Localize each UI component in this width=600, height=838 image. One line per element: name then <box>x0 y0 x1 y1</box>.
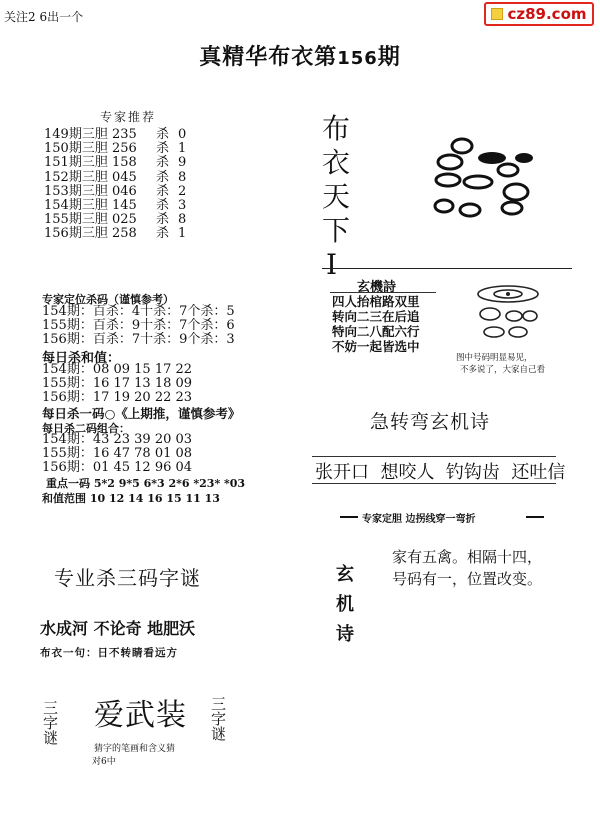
expert-row-period: 153期三胆 <box>44 183 108 199</box>
xuanji-vertical-char: 诗 <box>336 624 354 645</box>
poem-rule-bottom <box>312 483 556 484</box>
page-title: 真精华布衣第156期 <box>199 44 401 70</box>
xuanji-line: 四人抬棺路双里 <box>332 294 420 309</box>
expert-row-period: 149期三胆 <box>44 127 108 142</box>
badge-text: cz89.com <box>507 5 587 23</box>
expert-row-period: 156期三胆 <box>44 226 108 242</box>
xuanji-vertical-char: 玄 <box>336 564 354 585</box>
xuanji-line: 不妨一起皆选中 <box>332 339 420 354</box>
riddle-line: 水成河 不论奇 地肥沃 <box>40 619 196 638</box>
site-badge[interactable] <box>484 2 594 26</box>
sum-range: 和值范围 10 12 14 16 15 11 13 <box>42 492 220 505</box>
expert-row-kill-label: 杀 <box>156 127 170 142</box>
daily-one-code: 每日杀一码○《上期推，谨慎参考》 <box>42 406 241 421</box>
xuanji-vertical-char: 机 <box>336 594 354 615</box>
daily-sum-list <box>42 363 192 406</box>
family-text <box>392 546 542 590</box>
buyi-sentence: 布衣一句：日不转睛看远方 <box>40 647 178 659</box>
expert-row <box>44 156 192 170</box>
expert-row <box>44 213 192 227</box>
buyi-vertical <box>322 112 350 282</box>
buyi-char: 衣 <box>322 146 351 179</box>
top-note: 关注2 6出一个 <box>4 10 84 24</box>
expert-row-nums: 145 <box>112 198 137 214</box>
expert-row-kill-label: 杀 <box>156 155 170 171</box>
expert-row-kill: 1 <box>178 141 187 157</box>
expert-row-period: 155期三胆 <box>44 212 108 228</box>
position-kill-list <box>42 305 235 348</box>
rings-picture <box>420 130 550 230</box>
pic-caption-line: 图中号码明显易见， <box>456 353 533 363</box>
expert-row-period: 152期三胆 <box>44 169 108 185</box>
daily-two-row: 154期：43 23 39 20 03 <box>42 432 193 447</box>
divider-top <box>322 268 572 269</box>
expert-row <box>44 171 192 185</box>
xuanji-line: 转向二三在后追 <box>332 309 420 324</box>
expert-row-kill: 1 <box>178 226 187 242</box>
coins-picture <box>468 280 548 344</box>
buyi-char: 布 <box>322 112 351 145</box>
daily-two-row: 156期：01 45 12 96 04 <box>42 460 193 476</box>
buyi-char: 下 <box>322 214 351 247</box>
expert-row-kill-label: 杀 <box>156 183 170 199</box>
poem-title: 急转弯玄机诗 <box>370 411 491 433</box>
expert-row <box>44 199 192 213</box>
family-line: 号码有一，位置改变。 <box>392 570 543 588</box>
dash-left <box>340 516 358 518</box>
xuanji-lines <box>332 294 420 354</box>
dash-right <box>526 516 544 518</box>
badge-square-icon <box>491 8 503 20</box>
expert-row-nums: 025 <box>112 212 137 228</box>
center-note-1: 猜字的笔画和含义猜 <box>94 744 176 754</box>
expert-row-kill: 9 <box>178 155 187 171</box>
position-kill-row: 154期：百杀：4十杀：7个杀：5 <box>42 304 235 319</box>
buyi-char: 天 <box>322 180 351 213</box>
poem-rule-top <box>312 456 556 457</box>
expert-row-nums: 258 <box>112 226 137 242</box>
expert-row-kill: 8 <box>178 212 187 228</box>
expert-row-kill: 0 <box>178 127 187 142</box>
expert-row <box>44 227 192 241</box>
pic-caption <box>456 352 545 376</box>
expert-row-kill-label: 杀 <box>156 226 170 242</box>
daily-sum-row: 154期：08 09 15 17 22 <box>42 362 193 377</box>
pic-caption-line: 不多说了，大家自己看 <box>460 365 546 375</box>
expert-row-period: 150期三胆 <box>44 141 108 157</box>
three-riddle-right: 三字谜 <box>209 696 227 741</box>
xuanji-vertical <box>336 560 354 650</box>
xuanji-line: 特向二八配六行 <box>332 324 420 339</box>
expert-row-kill-label: 杀 <box>156 212 170 228</box>
expert-list <box>44 128 192 242</box>
position-kill-row: 155期：百杀：9十杀：7个杀：6 <box>42 318 235 334</box>
position-kill-heading: 专家定位杀码（谨慎参考） <box>42 293 174 306</box>
expert-row <box>44 185 192 199</box>
poem-line: 张开口 想咬人 钓钩齿 还吐信 <box>315 462 566 483</box>
daily-sum-row: 156期：17 19 20 22 23 <box>42 390 193 406</box>
expert-row-nums: 045 <box>112 169 137 185</box>
xuanji-heading: 玄機詩 <box>357 280 397 295</box>
three-riddle-left: 三字谜 <box>41 700 59 745</box>
center-word: 爱武装 <box>94 698 187 733</box>
daily-two-list <box>42 433 192 476</box>
daily-sum-heading: 每日杀和值： <box>42 351 121 366</box>
expert-row-nums: 256 <box>112 141 137 157</box>
key-one-code: 重点一码 5*2 9*5 6*3 2*6 *23* *03 <box>46 477 246 490</box>
daily-sum-row: 155期：16 17 13 18 09 <box>42 376 193 392</box>
expert-row-period: 151期三胆 <box>44 155 108 171</box>
family-line: 家有五禽。相隔十四， <box>392 548 543 566</box>
daily-two-heading: 每日杀二码组合： <box>42 422 130 435</box>
buyi-char: I <box>326 248 338 281</box>
expert-row-kill: 2 <box>178 183 187 199</box>
daily-two-row: 155期：16 47 78 01 08 <box>42 446 193 462</box>
expert-row-kill-label: 杀 <box>156 141 170 157</box>
expert-row-period: 154期三胆 <box>44 198 108 214</box>
expert-row-kill: 8 <box>178 169 187 185</box>
expert-row-kill-label: 杀 <box>156 169 170 185</box>
expert-row <box>44 142 192 156</box>
expert-row-nums: 046 <box>112 183 137 199</box>
expert-row-kill-label: 杀 <box>156 198 170 214</box>
center-note-2: 对6中 <box>92 757 116 767</box>
expert-row-nums: 158 <box>112 155 137 171</box>
expert-bold: 专家定胆 边拐线穿一弯折 <box>362 514 476 525</box>
position-kill-row: 156期：百杀：7十杀：9个杀：3 <box>42 332 235 348</box>
expert-heading: 专家推荐 <box>100 110 157 124</box>
expert-row <box>44 128 192 142</box>
expert-row-nums: 235 <box>112 127 137 142</box>
riddle-title: 专业杀三码字谜 <box>54 566 201 590</box>
expert-row-kill: 3 <box>178 198 187 214</box>
xuanji-rule <box>330 292 436 293</box>
